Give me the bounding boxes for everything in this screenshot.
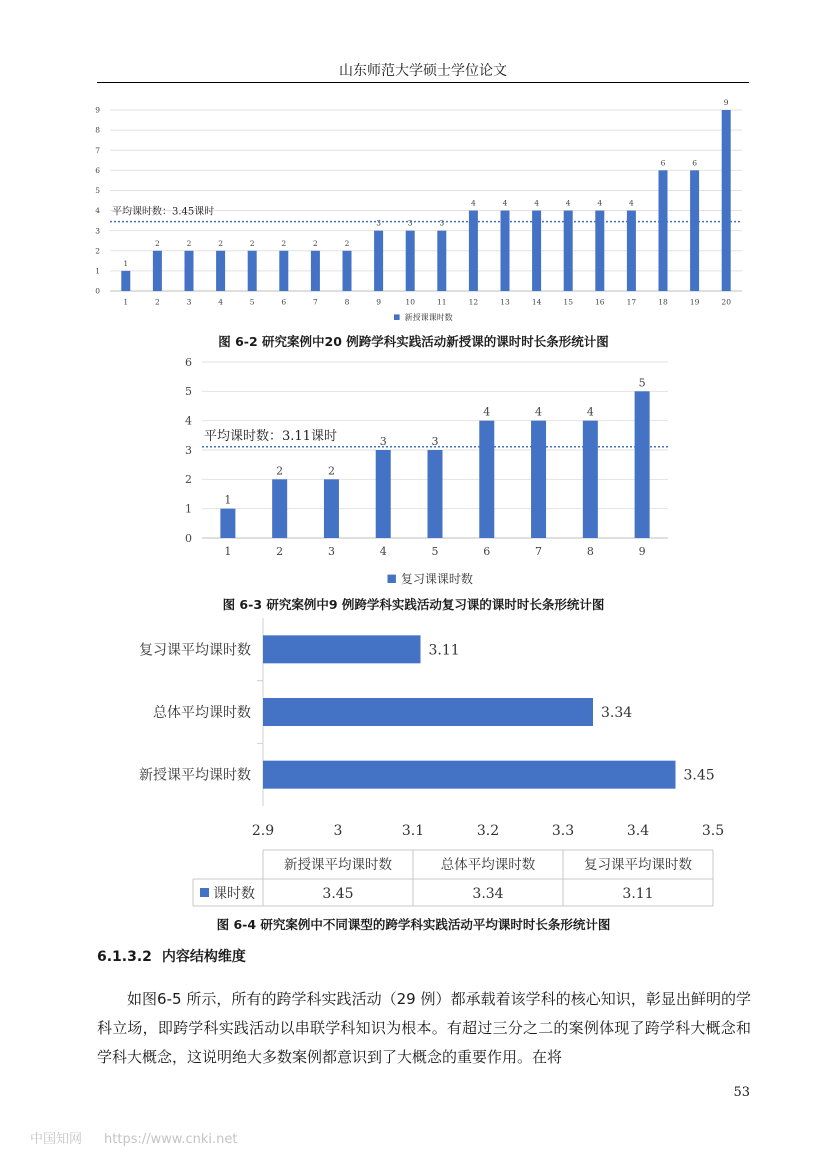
x-tick-label: 2.9 — [251, 823, 275, 839]
chart-review-lesson-hours — [0, 352, 827, 592]
x-tick-label: 3.1 — [401, 823, 425, 839]
data-label: 5 — [638, 376, 646, 390]
x-tick-label: 1 — [224, 545, 232, 558]
category-label: 新授课平均课时数 — [139, 767, 251, 784]
data-label: 4 — [565, 198, 571, 208]
table-legend-swatch — [200, 888, 209, 897]
data-label: 4 — [471, 198, 476, 208]
watermark-brand: 中国知网 — [30, 1132, 83, 1147]
data-label: 4 — [502, 198, 508, 208]
bar — [659, 170, 668, 291]
y-tick-label: 9 — [95, 105, 100, 115]
table-cell: 3.11 — [622, 886, 654, 902]
table-header: 新授课平均课时数 — [284, 857, 392, 873]
section-number: 6.1.3.2 — [97, 949, 152, 965]
data-label: 2 — [327, 464, 335, 478]
bar — [376, 450, 391, 538]
bar — [583, 421, 598, 538]
x-tick-label: 1 — [123, 297, 129, 307]
bar — [531, 421, 546, 538]
legend-label: 复习课课时数 — [400, 572, 473, 586]
bar — [635, 391, 650, 538]
table-header: 总体平均课时数 — [440, 857, 536, 873]
figure-6-2-caption: 图 6-2 研究案例中20 例跨学科实践活动新授课的课时时长条形统计图 — [218, 334, 609, 349]
x-tick-label: 3.2 — [476, 823, 500, 839]
bar — [311, 251, 320, 291]
chart-average-lesson-hours — [0, 618, 827, 908]
legend-swatch — [388, 575, 396, 583]
y-tick-label: 2 — [95, 246, 100, 256]
data-label: 2 — [155, 238, 160, 248]
bar — [263, 635, 421, 663]
bar — [374, 231, 383, 291]
x-tick-label: 17 — [626, 297, 637, 307]
x-tick-label: 4 — [218, 297, 223, 307]
y-tick-label: 0 — [95, 286, 100, 296]
bar — [185, 251, 194, 291]
data-label: 2 — [313, 238, 318, 248]
data-label: 9 — [723, 98, 729, 107]
data-label: 6 — [692, 158, 697, 168]
data-label: 3 — [439, 218, 445, 228]
bar — [248, 251, 257, 291]
x-tick-label: 3.4 — [626, 823, 650, 839]
data-label: 2 — [344, 238, 350, 248]
data-label: 4 — [629, 198, 634, 208]
y-tick-label: 2 — [185, 473, 192, 487]
x-tick-label: 12 — [468, 297, 479, 307]
figure-6-3-caption: 图 6-3 研究案例中9 例跨学科实践活动复习课的课时时长条形统计图 — [222, 597, 605, 612]
data-label: 2 — [218, 238, 223, 248]
x-tick-label: 15 — [563, 297, 573, 307]
y-tick-label: 3 — [95, 226, 100, 236]
data-label: 3 — [431, 435, 439, 448]
table-header: 复习课平均课时数 — [584, 857, 692, 873]
chart-new-lesson-hours — [0, 95, 827, 325]
y-tick-label: 7 — [95, 145, 100, 155]
y-tick-label: 1 — [95, 266, 100, 276]
x-tick-label: 13 — [500, 297, 510, 307]
data-label: 4 — [483, 405, 491, 419]
y-tick-label: 0 — [185, 531, 192, 545]
category-label: 复习课平均课时数 — [139, 642, 251, 659]
data-label: 3 — [376, 218, 381, 228]
data-label: 3.11 — [428, 642, 460, 659]
section-title: 内容结构维度 — [161, 949, 246, 965]
table-row-label: 课时数 — [213, 886, 255, 902]
y-tick-label: 5 — [185, 385, 192, 399]
bar — [428, 450, 443, 538]
bar — [406, 231, 415, 291]
bar — [272, 479, 287, 538]
bar — [343, 251, 352, 291]
bar — [532, 211, 541, 291]
bar — [501, 211, 510, 291]
data-label: 3.34 — [601, 705, 633, 721]
bar — [564, 211, 573, 291]
bar — [153, 251, 162, 291]
average-label: 平均课时数：3.45课时 — [112, 206, 215, 218]
data-label: 3 — [407, 218, 413, 228]
figure-6-4-caption: 图 6-4 研究案例中不同课型的跨学科实践活动平均课时时长条形统计图 — [216, 917, 611, 932]
bar — [479, 421, 494, 538]
bar — [722, 110, 731, 291]
x-tick-label: 6 — [483, 545, 491, 558]
data-label: 2 — [276, 464, 284, 478]
x-tick-label: 5 — [431, 545, 439, 558]
x-tick-label: 7 — [313, 297, 318, 307]
x-tick-label: 4 — [379, 545, 387, 558]
data-label: 1 — [123, 258, 129, 268]
legend-swatch — [394, 314, 400, 320]
y-tick-label: 5 — [95, 186, 100, 196]
x-tick-label: 11 — [437, 297, 447, 307]
x-tick-label: 9 — [638, 545, 646, 558]
body-paragraph: 如图6-5 所示，所有的跨学科实践活动（29 例）都承载着该学科的核心知识，彰显出鲜明的学科立场，即跨学科实践活动以串联学科知识为根本。有超过三分之二的案例体现了跨学科大概念和学科大概念，这说明绝大多数案例都意识到了大概念的重要作用。在将 — [97, 990, 751, 1066]
data-label: 2 — [281, 238, 287, 248]
x-tick-label: 2 — [155, 297, 160, 307]
data-label: 2 — [249, 238, 255, 248]
page-number: 53 — [733, 1085, 750, 1100]
x-tick-label: 8 — [344, 297, 350, 307]
x-tick-label: 3.3 — [551, 823, 575, 839]
bar — [121, 271, 130, 291]
data-label: 3 — [379, 435, 387, 448]
x-tick-label: 18 — [658, 297, 668, 307]
data-label: 4 — [534, 198, 539, 208]
x-tick-label: 3.5 — [701, 823, 725, 839]
x-tick-label: 5 — [249, 297, 255, 307]
y-tick-label: 4 — [185, 414, 192, 428]
watermark-url: https://www.cnki.net — [104, 1132, 238, 1147]
x-tick-label: 16 — [595, 297, 605, 307]
bar — [627, 211, 636, 291]
x-tick-label: 10 — [405, 297, 415, 307]
data-label: 3.45 — [683, 767, 715, 784]
table-cell: 3.45 — [322, 886, 354, 902]
x-tick-label: 3 — [333, 823, 343, 839]
average-label: 平均课时数：3.11课时 — [204, 428, 337, 444]
x-tick-label: 3 — [327, 545, 335, 558]
data-label: 6 — [660, 158, 666, 168]
bar — [690, 170, 699, 291]
bar — [595, 211, 604, 291]
x-tick-label: 9 — [376, 297, 381, 307]
x-tick-label: 6 — [281, 297, 287, 307]
bar — [437, 231, 446, 291]
data-label: 1 — [224, 493, 232, 507]
data-label: 2 — [186, 238, 192, 248]
x-tick-label: 3 — [186, 297, 192, 307]
x-tick-label: 2 — [276, 545, 284, 558]
bar — [469, 211, 478, 291]
bar — [220, 509, 235, 538]
page-header: 山东师范大学硕士学位论文 — [97, 60, 749, 83]
data-label: 4 — [597, 198, 603, 208]
y-tick-label: 4 — [95, 206, 100, 216]
y-tick-label: 6 — [95, 165, 100, 175]
y-tick-label: 1 — [185, 502, 192, 516]
bar — [216, 251, 225, 291]
x-tick-label: 8 — [586, 545, 594, 558]
section-heading — [97, 946, 246, 966]
legend-label: 新授课课时数 — [404, 313, 453, 322]
bar — [279, 251, 288, 291]
bar — [324, 479, 339, 538]
x-tick-label: 14 — [531, 297, 542, 307]
bar — [263, 698, 593, 726]
data-label: 4 — [586, 405, 594, 419]
bar — [263, 761, 676, 789]
data-label: 4 — [535, 405, 543, 419]
table-cell: 3.34 — [472, 886, 504, 902]
cnki-watermark — [30, 1128, 237, 1147]
y-tick-label: 8 — [95, 125, 100, 135]
x-tick-label: 7 — [535, 545, 543, 558]
y-tick-label: 3 — [185, 443, 192, 457]
y-tick-label: 6 — [185, 355, 192, 369]
category-label: 总体平均课时数 — [153, 705, 251, 721]
x-tick-label: 20 — [721, 297, 731, 307]
x-tick-label: 19 — [689, 297, 700, 307]
